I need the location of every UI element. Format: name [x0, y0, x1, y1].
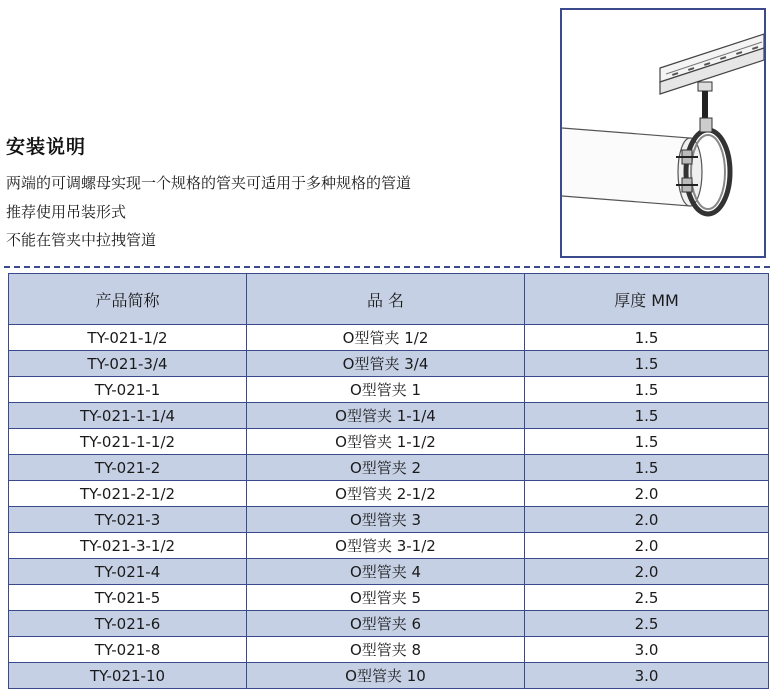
- table-row: [9, 403, 769, 429]
- cell-thickness: 1.5: [525, 455, 769, 481]
- cell-thickness: 1.5: [525, 377, 769, 403]
- cell-thickness: 2.0: [525, 481, 769, 507]
- cell-product-name: O型管夹 3: [247, 507, 525, 533]
- table-row: [9, 559, 769, 585]
- table-row: [9, 351, 769, 377]
- cell-product-name: O型管夹 1/2: [247, 325, 525, 351]
- cell-product-name: O型管夹 10: [247, 663, 525, 689]
- table-body: [9, 325, 769, 689]
- cell-product-code: TY-021-1-1/4: [9, 403, 247, 429]
- section-title: 安装说明: [6, 136, 87, 158]
- header-thickness: 厚度 MM: [525, 274, 769, 325]
- installation-illustration: [560, 8, 766, 258]
- cell-product-code: TY-021-3/4: [9, 351, 247, 377]
- cell-product-name: O型管夹 1-1/2: [247, 429, 525, 455]
- cell-product-name: O型管夹 5: [247, 585, 525, 611]
- cell-thickness: 2.0: [525, 507, 769, 533]
- cell-thickness: 1.5: [525, 429, 769, 455]
- dashed-divider: [4, 266, 770, 268]
- table-row: [9, 533, 769, 559]
- table-row: [9, 455, 769, 481]
- cell-product-code: TY-021-5: [9, 585, 247, 611]
- cell-thickness: 1.5: [525, 325, 769, 351]
- cell-product-name: O型管夹 1: [247, 377, 525, 403]
- cell-product-code: TY-021-1/2: [9, 325, 247, 351]
- cell-thickness: 2.5: [525, 585, 769, 611]
- cell-product-name: O型管夹 1-1/4: [247, 403, 525, 429]
- cell-product-name: O型管夹 6: [247, 611, 525, 637]
- header-product-code: 产品简称: [9, 274, 247, 325]
- table-row: [9, 611, 769, 637]
- table-row: [9, 481, 769, 507]
- table-row: [9, 429, 769, 455]
- cell-product-code: TY-021-4: [9, 559, 247, 585]
- pipe-clamp-installation-icon: [562, 10, 764, 256]
- table-row: [9, 325, 769, 351]
- cell-thickness: 2.5: [525, 611, 769, 637]
- spec-table: [8, 273, 769, 689]
- cell-product-name: O型管夹 3-1/2: [247, 533, 525, 559]
- instruction-line: 推荐使用吊装形式: [6, 203, 127, 221]
- cell-thickness: 3.0: [525, 637, 769, 663]
- header-product-name: 品 名: [247, 274, 525, 325]
- cell-product-code: TY-021-1-1/2: [9, 429, 247, 455]
- cell-product-name: O型管夹 4: [247, 559, 525, 585]
- cell-product-code: TY-021-10: [9, 663, 247, 689]
- cell-product-code: TY-021-8: [9, 637, 247, 663]
- cell-thickness: 1.5: [525, 351, 769, 377]
- table-row: [9, 585, 769, 611]
- cell-thickness: 1.5: [525, 403, 769, 429]
- cell-product-code: TY-021-3-1/2: [9, 533, 247, 559]
- instruction-line: 两端的可调螺母实现一个规格的管夹可适用于多种规格的管道: [6, 174, 412, 192]
- table-row: [9, 637, 769, 663]
- cell-product-name: O型管夹 3/4: [247, 351, 525, 377]
- table-row: [9, 507, 769, 533]
- cell-thickness: 2.0: [525, 533, 769, 559]
- cell-product-code: TY-021-6: [9, 611, 247, 637]
- cell-product-name: O型管夹 2: [247, 455, 525, 481]
- cell-product-name: O型管夹 8: [247, 637, 525, 663]
- instruction-line: 不能在管夹中拉拽管道: [6, 231, 157, 249]
- table-row: [9, 663, 769, 689]
- cell-thickness: 3.0: [525, 663, 769, 689]
- cell-thickness: 2.0: [525, 559, 769, 585]
- cell-product-code: TY-021-3: [9, 507, 247, 533]
- table-row: [9, 377, 769, 403]
- cell-product-code: TY-021-2: [9, 455, 247, 481]
- table-header-row: [9, 274, 769, 325]
- cell-product-code: TY-021-2-1/2: [9, 481, 247, 507]
- cell-product-name: O型管夹 2-1/2: [247, 481, 525, 507]
- cell-product-code: TY-021-1: [9, 377, 247, 403]
